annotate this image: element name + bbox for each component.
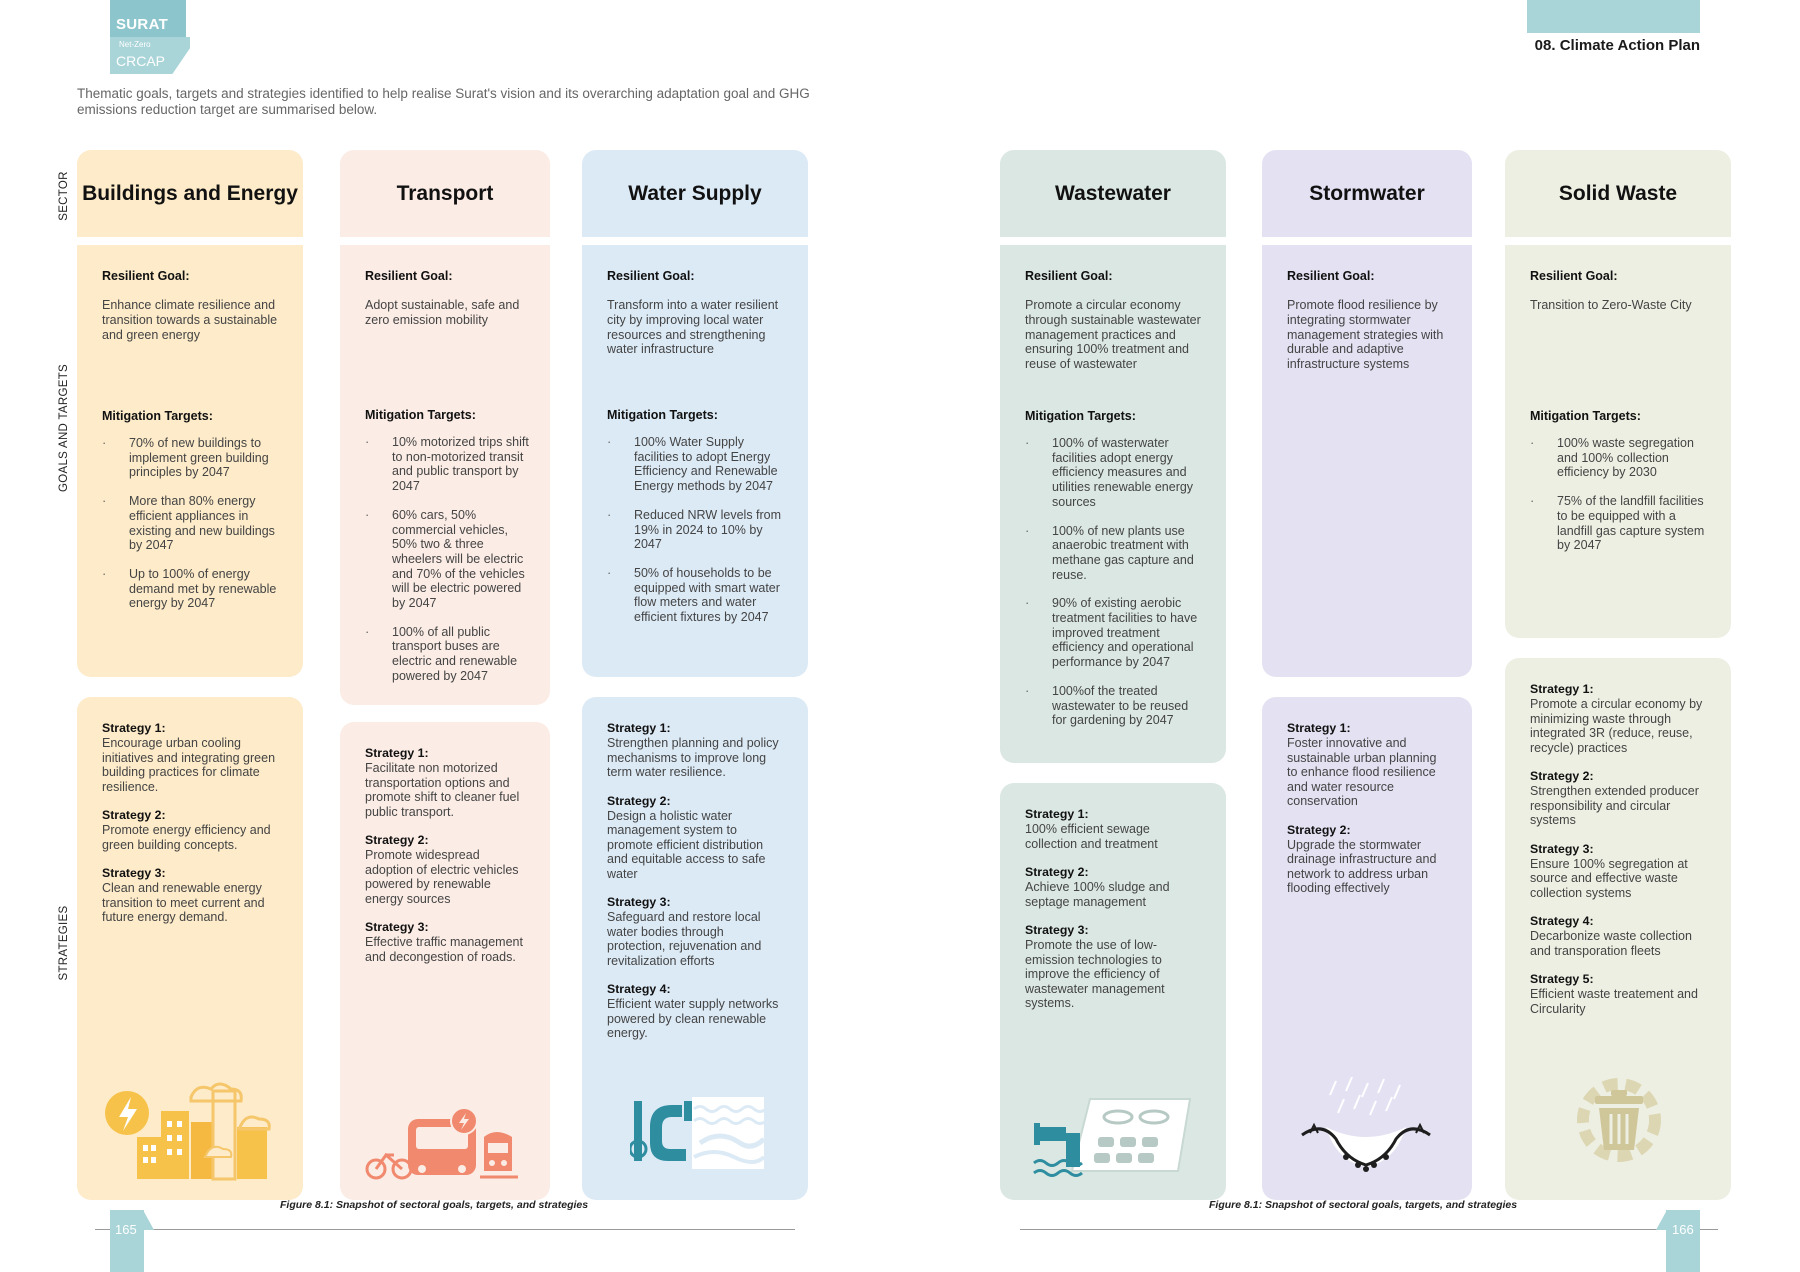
intro-paragraph: Thematic goals, targets and strategies identified to help realise Surat's vision and its overarching adaptation goal and GHG emissions reduction target are summarised below.: [77, 86, 810, 117]
resilient-goal-text: Enhance climate resilience and transition towards a sustainable and green energy: [102, 298, 278, 342]
side-label-sector: SECTOR: [58, 171, 70, 221]
sector-header: [77, 150, 303, 237]
mitigation-targets-label: Mitigation Targets:: [1025, 409, 1136, 423]
strategy-item: Strategy 4: Decarbonize waste collection and transporation fleets: [1530, 914, 1692, 958]
goals-targets-box: [1505, 245, 1731, 638]
mitigation-target-item: · Reduced NRW levels from 19% in 2024 to 10% by 2047: [607, 508, 788, 552]
resilient-goal-label: Resilient Goal:: [1530, 269, 1618, 283]
mitigation-target-item: · 90% of existing aerobic treatment facilities to have improved treatment efficiency and operational performance by 2047: [1025, 596, 1206, 670]
strategy-item: Strategy 1: Strengthen planning and policy mechanisms to improve long term water resilience.: [607, 721, 779, 779]
mitigation-target-item: · More than 80% energy efficient appliances in existing and new buildings by 2047: [102, 494, 283, 553]
logo-crcap-text: CRCAP: [116, 53, 166, 69]
figure-caption-right: Figure 8.1: Snapshot of sectoral goals, targets, and strategies: [1209, 1199, 1518, 1211]
resilient-goal-label: Resilient Goal:: [365, 269, 453, 283]
goals-targets-box: [1262, 245, 1472, 677]
strategy-item: Strategy 1: Encourage urban cooling initiatives and integrating green building practices for climate resilience.: [102, 721, 276, 794]
mitigation-target-item: · 100%of the treated wastewater to be reused for gardening by 2047: [1025, 684, 1206, 728]
sector-header: [1262, 150, 1472, 237]
section-tab-decoration: [1527, 0, 1700, 33]
strategy-item: Strategy 3: Clean and renewable energy transition to meet current and future energy demand.: [102, 866, 265, 924]
page-number-left: 165: [115, 1222, 137, 1237]
side-label-goals-and-targets: GOALS AND TARGETS: [58, 363, 70, 493]
sector-title: Wastewater: [1055, 181, 1171, 205]
wastewater-icon: [1032, 1093, 1197, 1178]
strategies-box: [1505, 658, 1731, 1200]
strategy-item: Strategy 3: Promote the use of low-emission technologies to improve the efficiency of wastewater management systems.: [1025, 923, 1165, 1010]
strategy-item: Strategy 3: Effective traffic management and decongestion of roads.: [365, 920, 523, 964]
strategy-item: Strategy 2: Upgrade the stormwater drainage infrastructure and network to address urban flooding effectively: [1287, 822, 1437, 895]
strategy-item: Strategy 1: Facilitate non motorized transportation options and promote shift to cleaner fuel public transport.: [365, 746, 520, 819]
resilient-goal-label: Resilient Goal:: [1025, 269, 1113, 283]
footer-rule-left: [95, 1229, 795, 1230]
strategies-box: [1000, 783, 1226, 1200]
water-supply-icon: [630, 1097, 770, 1175]
strategy-item: Strategy 1: Promote a circular economy by minimizing waste through integrated 3R (reduce, reuse, recycle) practices: [1530, 682, 1703, 755]
sector-header: [340, 150, 550, 237]
goals-targets-box: [340, 245, 550, 705]
resilient-goal-text: Transition to Zero-Waste City: [1530, 298, 1692, 312]
strategy-item: Strategy 3: Ensure 100% segregation at source and effective waste collection systems: [1530, 841, 1688, 900]
strategy-item: Strategy 2: Promote energy efficiency and green building concepts.: [102, 808, 271, 852]
sector-header: [1000, 150, 1226, 237]
strategy-item: Strategy 4: Efficient water supply networks powered by clean renewable energy.: [607, 982, 779, 1040]
strategy-item: Strategy 1: Foster innovative and sustainable urban planning to enhance flood resilience and water resource conservation: [1287, 721, 1437, 808]
resilient-goal-label: Resilient Goal:: [1287, 269, 1375, 283]
resilient-goal-label: Resilient Goal:: [607, 269, 695, 283]
section-title: 08. Climate Action Plan: [1534, 37, 1700, 54]
resilient-goal-label: Resilient Goal:: [102, 269, 190, 283]
strategy-item: Strategy 1: 100% efficient sewage collection and treatment: [1025, 807, 1158, 851]
strategy-item: Strategy 2: Strengthen extended producer responsibility and circular systems: [1530, 769, 1699, 827]
mitigation-target-item: · 100% of new plants use anaerobic treatment with methane gas capture and reuse.: [1025, 524, 1206, 583]
strategies-box: [1262, 697, 1472, 1200]
resilient-goal-text: Adopt sustainable, safe and zero emission mobility: [365, 298, 520, 327]
mitigation-target-item: · 50% of households to be equipped with smart water flow meters and water efficient fixtures by 2047: [607, 566, 788, 625]
mitigation-target-item: · 10% motorized trips shift to non-motorized transit and public transport by 2047: [365, 435, 530, 494]
mitigation-targets-label: Mitigation Targets:: [1530, 409, 1641, 423]
strategy-item: Strategy 2: Design a holistic water management system to promote efficient distribution and equitable access to safe water: [607, 793, 766, 881]
strategy-item: Strategy 2: Promote widespread adoption of electric vehicles powered by renewable energy sources: [365, 833, 519, 906]
mitigation-target-item: · 70% of new buildings to implement green building principles by 2047: [102, 436, 283, 480]
sector-title: Solid Waste: [1558, 181, 1678, 205]
strategies-box: [582, 697, 808, 1200]
strategies-box: [77, 697, 303, 1200]
sector-title: Transport: [396, 181, 494, 205]
footer-rule-right: [1020, 1229, 1718, 1230]
waste-bin-icon: [1571, 1072, 1667, 1172]
logo-netzero-text: Net-Zero: [119, 40, 151, 49]
page-number-right: 166: [1672, 1222, 1694, 1237]
buildings-energy-icon: [101, 1067, 281, 1182]
strategy-item: Strategy 5: Efficient waste treatement and Circularity: [1530, 972, 1698, 1016]
mitigation-targets-label: Mitigation Targets:: [102, 409, 213, 423]
transport-icon: [362, 1107, 532, 1187]
goals-targets-box: [77, 245, 303, 677]
strategy-item: Strategy 3: Safeguard and restore local water bodies through protection, rejuvenation and revitalization efforts: [607, 895, 762, 968]
mitigation-targets-label: Mitigation Targets:: [607, 408, 718, 422]
figure-caption-left: Figure 8.1: Snapshot of sectoral goals, targets, and strategies: [280, 1199, 589, 1211]
goals-targets-box: [582, 245, 808, 677]
mitigation-target-item: · 75% of the landfill facilities to be equipped with a landfill gas capture system by 2047: [1530, 494, 1711, 553]
strategy-item: Strategy 2: Achieve 100% sludge and septage management: [1025, 865, 1170, 909]
mitigation-target-item: · Up to 100% of energy demand met by renewable energy by 2047: [102, 567, 283, 611]
side-label-strategies: STRATEGIES: [58, 905, 70, 981]
sector-title: Water Supply: [628, 181, 762, 205]
logo-surat-text: SURAT: [116, 16, 169, 33]
goals-targets-box: [1000, 245, 1226, 763]
mitigation-target-item: · 100% Water Supply facilities to adopt Energy Efficiency and Renewable Energy methods by 2047: [607, 435, 788, 494]
resilient-goal-text: Promote flood resilience by integrating stormwater management strategies with durable and adaptive infrastructure systems: [1287, 298, 1444, 372]
strategies-box: [340, 722, 550, 1200]
mitigation-target-item: · 60% cars, 50% commercial vehicles, 50% two & three wheelers will be electric and 70% of the vehicles will be electric powered by 2047: [365, 508, 530, 611]
mitigation-target-item: · 100% waste segregation and 100% collection efficiency by 2030: [1530, 436, 1711, 480]
resilient-goal-text: Promote a circular economy through sustainable wastewater management practices and ensuring 100% treatment and reuse of wastewater: [1025, 298, 1201, 372]
mitigation-target-item: · 100% of all public transport buses are electric and renewable powered by 2047: [365, 625, 530, 684]
sector-header: [1505, 150, 1731, 237]
sector-title: Buildings and Energy: [82, 181, 298, 205]
surat-crcap-logo: [110, 0, 190, 74]
resilient-goal-text: Transform into a water resilient city by improving local water resources and strengthening water infrastructure: [607, 298, 779, 357]
mitigation-targets-label: Mitigation Targets:: [365, 408, 476, 422]
stormwater-icon: [1296, 1077, 1436, 1177]
sector-header: [582, 150, 808, 237]
sector-title: Stormwater: [1309, 181, 1425, 205]
mitigation-target-item: · 100% of wasterwater facilities adopt energy efficiency measures and utilities renewable energy sources: [1025, 436, 1206, 510]
